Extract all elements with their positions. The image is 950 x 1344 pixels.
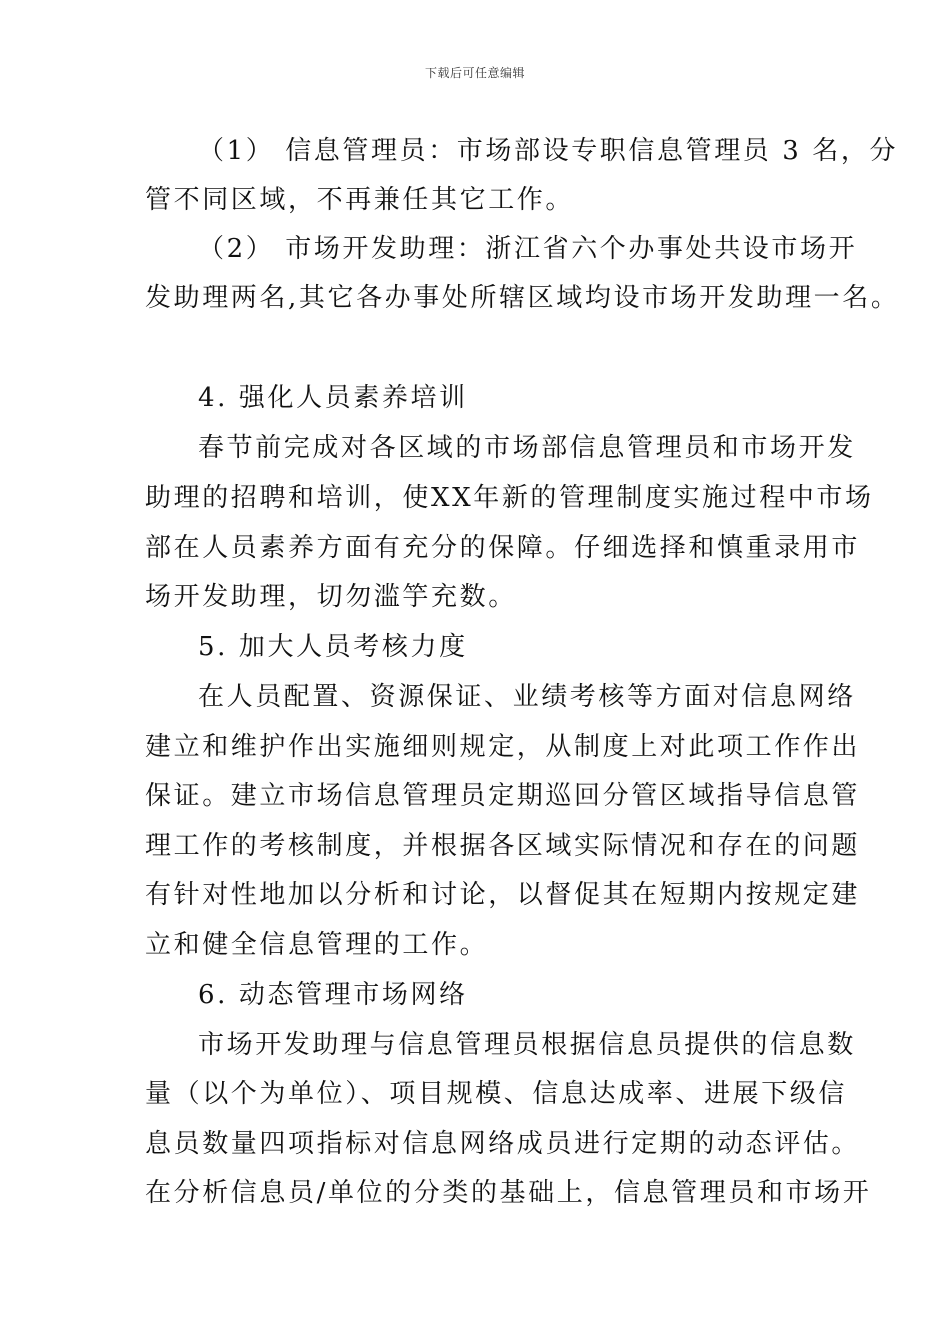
- paragraph-line: 发助理两名,其它各办事处所辖区域均设市场开发助理一名。: [145, 283, 900, 313]
- paragraph-line: （1） 信息管理员：市场部设专职信息管理员 3 名，分: [198, 136, 899, 166]
- section-heading: 4. 强化人员素养培训: [198, 383, 468, 413]
- paragraph-line: 部在人员素养方面有充分的保障。仔细选择和慎重录用市: [145, 533, 861, 563]
- paragraph-line: 在人员配置、资源保证、业绩考核等方面对信息网络: [198, 682, 856, 712]
- paragraph-line: 市场开发助理与信息管理员根据信息员提供的信息数: [198, 1030, 856, 1060]
- section-heading: 6. 动态管理市场网络: [198, 980, 468, 1010]
- page-header: 下载后可任意编辑: [424, 66, 525, 80]
- paragraph-line: 春节前完成对各区域的市场部信息管理员和市场开发: [198, 433, 856, 463]
- paragraph-line: 息员数量四项指标对信息网络成员进行定期的动态评估。: [145, 1129, 861, 1159]
- paragraph-line: 管不同区域，不再兼任其它工作。: [145, 185, 575, 215]
- paragraph-line: 场开发助理，切勿滥竽充数。: [145, 582, 517, 612]
- paragraph-line: 建立和维护作出实施细则规定，从制度上对此项工作作出: [145, 732, 861, 762]
- paragraph-line: 量（以个为单位）、项目规模、信息达成率、进展下级信: [145, 1079, 848, 1109]
- paragraph-line: 立和健全信息管理的工作。: [145, 930, 489, 960]
- paragraph-line: 保证。建立市场信息管理员定期巡回分管区域指导信息管: [145, 781, 861, 811]
- paragraph-line: 有针对性地加以分析和讨论，以督促其在短期内按规定建: [145, 880, 861, 910]
- paragraph-line: 助理的招聘和培训，使XX年新的管理制度实施过程中市场: [145, 483, 874, 513]
- paragraph-line: 在分析信息员/单位的分类的基础上，信息管理员和市场开: [145, 1178, 872, 1208]
- paragraph-line: （2） 市场开发助理：浙江省六个办事处共设市场开: [198, 234, 858, 264]
- paragraph-line: 理工作的考核制度，并根据各区域实际情况和存在的问题: [145, 831, 861, 861]
- section-heading: 5. 加大人员考核力度: [198, 632, 468, 662]
